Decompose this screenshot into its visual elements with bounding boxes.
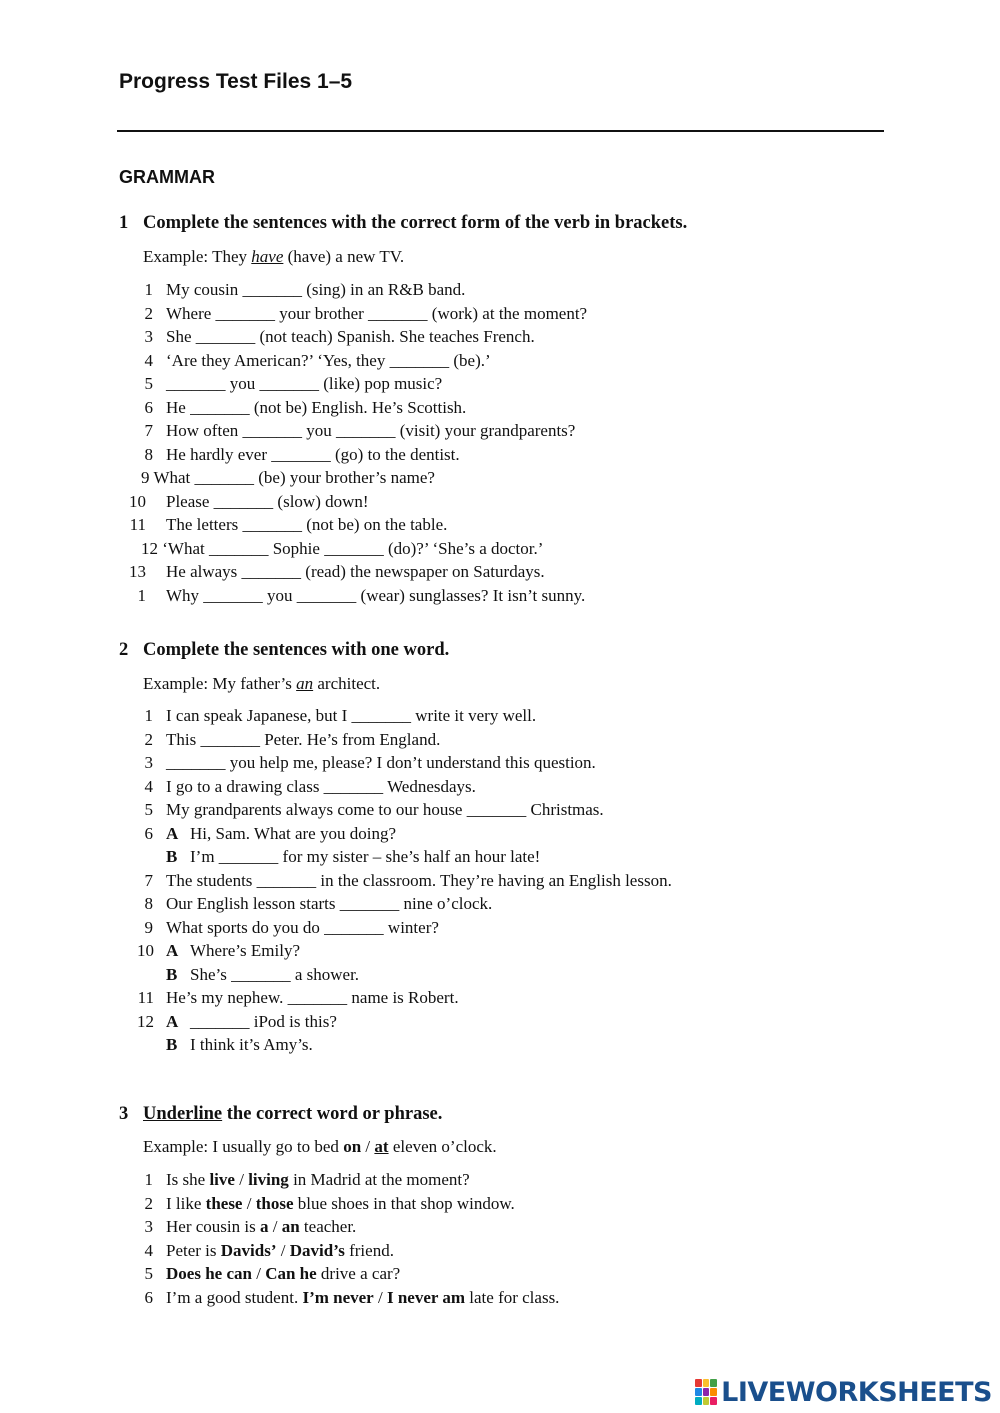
question-prefix: I’m a good student.	[166, 1287, 303, 1307]
question-text: I think it’s Amy’s.	[190, 1035, 313, 1054]
exercise-3-instruction	[143, 1104, 442, 1125]
question-text: 9 What _______ (be) your brother’s name?	[141, 468, 435, 487]
question-text: My cousin _______ (sing) in an R&B band.	[166, 280, 466, 299]
question-text	[166, 1192, 515, 1216]
question-prefix: Her cousin is	[166, 1217, 260, 1236]
question-text: She _______ (not teach) Spanish. She teaches French.	[166, 327, 535, 346]
question-number: 11	[129, 515, 146, 534]
question-number: 4	[144, 776, 153, 796]
question-number: 2	[144, 1193, 153, 1213]
question-text: 12 ‘What _______ Sophie _______ (do)?’ ‘She’s a doctor.’	[141, 538, 544, 558]
option-2[interactable]: an	[281, 1217, 300, 1236]
option-2[interactable]: those	[255, 1193, 294, 1213]
logo-tile	[710, 1388, 717, 1396]
question-text: She’s _______ a shower.	[190, 964, 360, 984]
exercise-1-instruction: Complete the sentences with the correct form of the verb in brackets.	[143, 213, 688, 233]
section-heading: GRAMMAR	[119, 167, 215, 187]
example-option-1: on	[343, 1137, 362, 1156]
question-suffix: in Madrid at the moment?	[288, 1170, 470, 1189]
question-text: I go to a drawing class _______ Wednesdays.	[166, 776, 476, 796]
question-number: 8	[144, 444, 153, 464]
question-text: I can speak Japanese, but I _______ write it very well.	[166, 706, 537, 725]
question-suffix: drive a car?	[316, 1264, 401, 1283]
question-text: He always _______ (read) the newspaper on Saturdays.	[166, 562, 545, 581]
question-prefix: I like	[166, 1193, 206, 1213]
logo-tile	[703, 1379, 710, 1387]
liveworksheets-logo	[695, 1376, 992, 1408]
question-number: 6	[144, 823, 153, 843]
question-number: 10	[129, 491, 146, 511]
logo-tile	[703, 1397, 710, 1405]
option-1[interactable]: Davids’	[220, 1240, 277, 1260]
exercise-2-instruction: Complete the sentences with one word.	[143, 640, 450, 660]
example-suffix: architect.	[313, 674, 381, 693]
question-text: I’m _______ for my sister – she’s half an hour late!	[190, 847, 541, 866]
question-text: Please _______ (slow) down!	[166, 491, 369, 511]
question-number: 12	[137, 1011, 154, 1031]
question-text: ‘Are they American?’ ‘Yes, they _______ (be).’	[166, 350, 491, 370]
option-1[interactable]: Does he can	[166, 1264, 252, 1283]
speaker-label: B	[166, 847, 178, 866]
question-suffix: teacher.	[299, 1217, 357, 1236]
option-2[interactable]: David’s	[289, 1240, 345, 1260]
exercise-3-example	[143, 1137, 497, 1157]
example-answer: have	[251, 247, 284, 266]
option-separator: /	[276, 1240, 290, 1260]
option-separator: /	[251, 1264, 266, 1283]
question-number: 3	[144, 327, 153, 346]
question-text: How often _______ you _______ (visit) your grandparents?	[166, 421, 576, 440]
question-suffix: blue shoes in that shop window.	[293, 1193, 515, 1213]
question-text: Hi, Sam. What are you doing?	[190, 823, 397, 843]
question-text	[166, 1286, 559, 1310]
exercise-1-number: 1	[119, 213, 129, 233]
question-suffix: late for class.	[465, 1287, 560, 1307]
question-text: Where’s Emily?	[190, 941, 300, 960]
question-number: 1	[137, 585, 146, 605]
question-text: He’s my nephew. _______ name is Robert.	[166, 988, 459, 1007]
question-text	[166, 1215, 356, 1239]
example-suffix: (have) a new TV.	[283, 247, 405, 266]
question-text: The students _______ in the classroom. They’re having an English lesson.	[166, 870, 672, 890]
liveworksheets-logo-icon	[695, 1379, 717, 1405]
question-number: 10	[137, 941, 154, 960]
question-text	[166, 1239, 394, 1263]
option-separator: /	[242, 1193, 256, 1213]
question-number: 1	[144, 706, 153, 725]
question-number: 1	[144, 280, 153, 299]
speaker-label: A	[166, 941, 179, 960]
question-text: _______ iPod is this?	[190, 1011, 337, 1031]
option-1[interactable]: a	[259, 1217, 269, 1236]
question-number: 5	[144, 800, 153, 819]
question-number: 2	[144, 303, 153, 323]
question-number: 5	[144, 374, 153, 393]
option-1[interactable]: I’m never	[302, 1287, 374, 1307]
question-prefix: Is she	[166, 1170, 210, 1189]
question-text: My grandparents always come to our house _______ Christmas.	[166, 800, 604, 819]
exercise-2-example	[143, 674, 380, 694]
question-number: 8	[144, 894, 153, 913]
logo-tile	[695, 1379, 702, 1387]
exercise-1-example	[143, 247, 404, 267]
question-number: 3	[144, 1217, 153, 1236]
question-suffix: friend.	[344, 1240, 394, 1260]
question-prefix: Peter is	[166, 1240, 221, 1260]
example-separator: /	[361, 1137, 375, 1156]
option-separator: /	[268, 1217, 282, 1236]
question-text: What sports do you do _______ winter?	[166, 917, 439, 937]
exercise-2-number: 2	[119, 640, 129, 660]
logo-tile	[703, 1388, 710, 1396]
instruction-underline-word: Underline	[143, 1104, 223, 1124]
instruction-rest: the correct word or phrase.	[222, 1104, 443, 1124]
speaker-label: A	[166, 823, 179, 843]
example-prefix: Example: I usually go to bed	[143, 1137, 344, 1156]
example-suffix: eleven o’clock.	[388, 1137, 497, 1156]
logo-text: LIVEWORKSHEETS	[721, 1376, 992, 1408]
exercise-3-number: 3	[119, 1104, 129, 1124]
question-text: He hardly ever _______ (go) to the dentist.	[166, 444, 460, 464]
question-number: 5	[144, 1264, 153, 1283]
option-separator: /	[234, 1170, 249, 1189]
logo-tile	[710, 1397, 717, 1405]
question-number: 4	[144, 350, 153, 370]
question-text: _______ you help me, please? I don’t understand this question.	[166, 753, 596, 772]
example-prefix: Example: They	[143, 247, 252, 266]
speaker-label: B	[166, 1035, 178, 1054]
question-text: Why _______ you _______ (wear) sunglasses? It isn’t sunny.	[166, 585, 586, 605]
question-number: 3	[144, 753, 153, 772]
question-text: The letters _______ (not be) on the table.	[166, 515, 448, 534]
question-text: Where _______ your brother _______ (work) at the moment?	[166, 303, 588, 323]
question-number: 6	[144, 397, 153, 417]
example-option-2: at	[374, 1137, 389, 1156]
logo-tile	[710, 1379, 717, 1387]
question-text	[166, 1168, 470, 1192]
question-number: 1	[144, 1170, 153, 1189]
speaker-label: A	[166, 1011, 179, 1031]
option-2[interactable]: Can he	[265, 1264, 317, 1283]
question-number: 4	[144, 1240, 153, 1260]
option-separator: /	[373, 1287, 387, 1307]
option-1[interactable]: these	[205, 1193, 243, 1213]
logo-tile	[695, 1397, 702, 1405]
question-text: Our English lesson starts _______ nine o’clock.	[166, 894, 493, 913]
option-2[interactable]: living	[248, 1170, 289, 1189]
question-text: This _______ Peter. He’s from England.	[166, 729, 441, 749]
page-title: Progress Test Files 1–5	[119, 70, 353, 93]
example-prefix: Example: My father’s	[143, 674, 297, 693]
speaker-label: B	[166, 964, 178, 984]
question-number: 7	[144, 421, 153, 440]
question-text	[166, 1262, 400, 1286]
question-number: 2	[144, 729, 153, 749]
question-number: 7	[144, 870, 153, 890]
option-2[interactable]: I never am	[386, 1287, 466, 1307]
logo-tile	[695, 1388, 702, 1396]
question-number: 13	[129, 562, 146, 581]
question-number: 6	[144, 1287, 153, 1307]
example-answer: an	[296, 674, 314, 693]
question-text: _______ you _______ (like) pop music?	[166, 374, 443, 393]
option-1[interactable]: live	[209, 1170, 235, 1189]
question-number: 9	[144, 917, 153, 937]
question-text: He _______ (not be) English. He’s Scottish.	[166, 397, 467, 417]
question-number: 11	[137, 988, 154, 1007]
title-divider	[117, 130, 884, 132]
